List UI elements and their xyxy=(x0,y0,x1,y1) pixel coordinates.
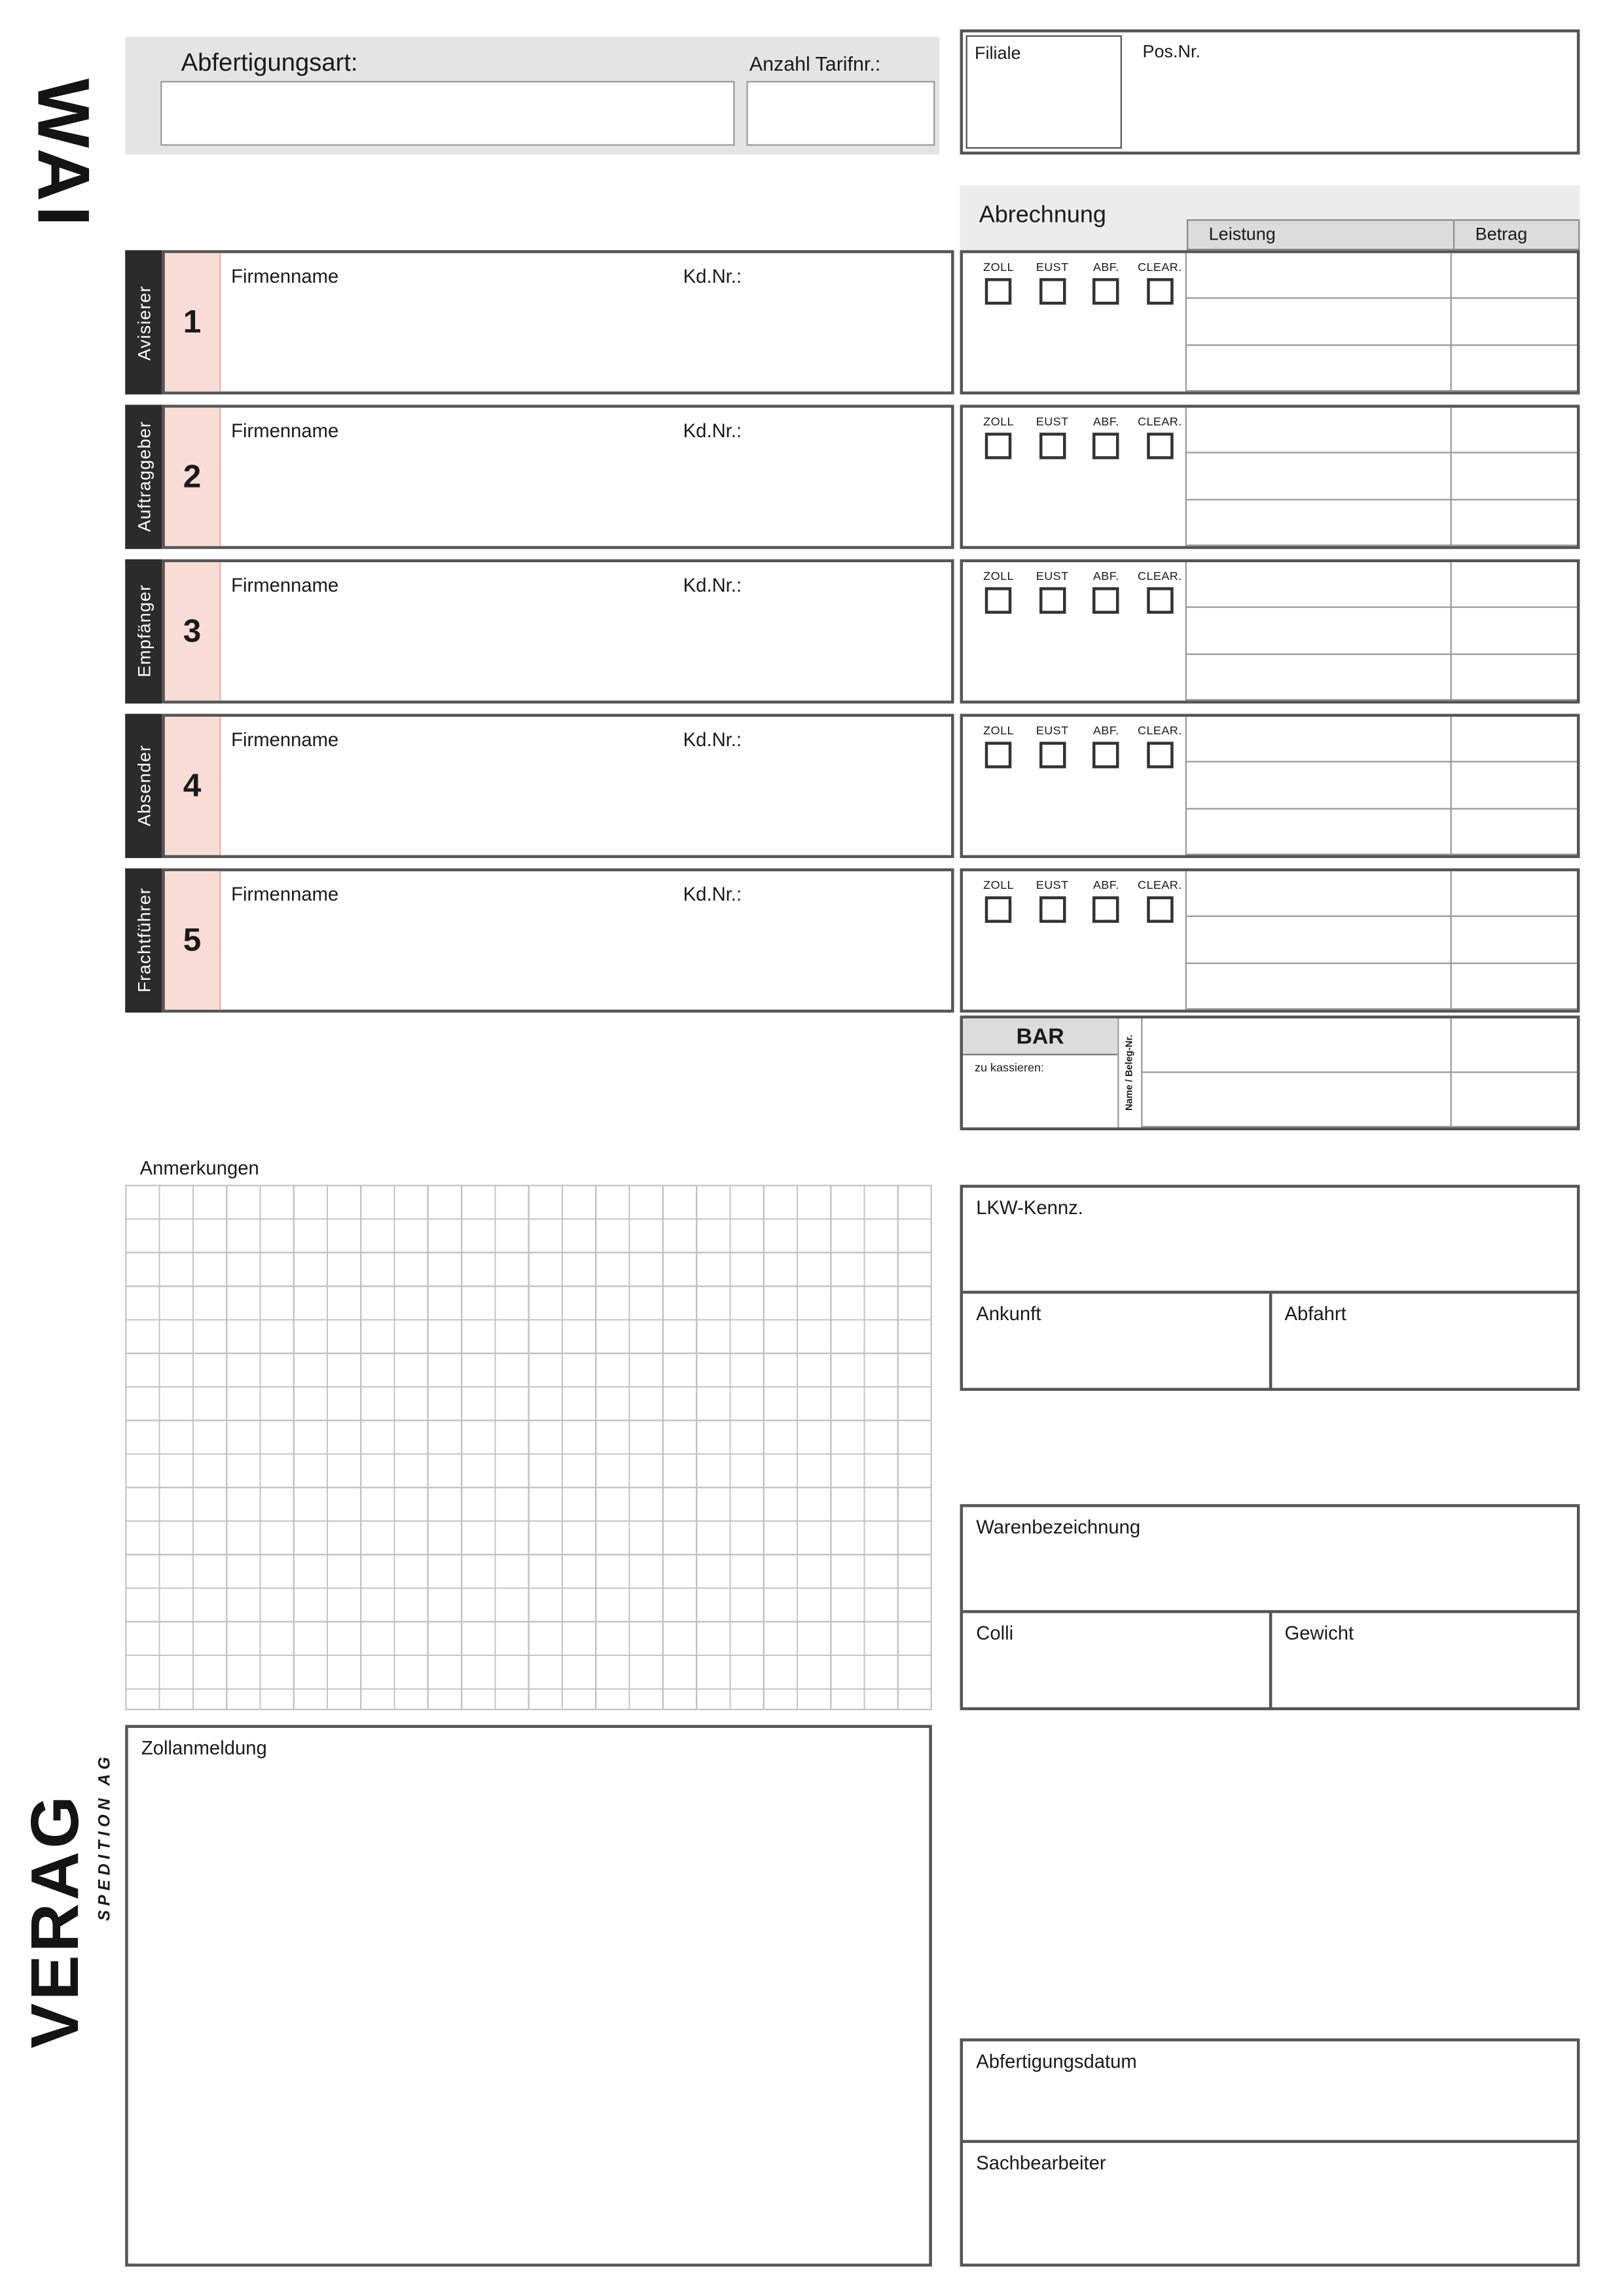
party-number-band xyxy=(165,871,221,1009)
checkbox-zone xyxy=(963,253,1187,391)
clear-label: CLEAR. xyxy=(1138,569,1182,583)
role-label: Avisierer xyxy=(133,285,154,360)
role-strip-auftraggeber xyxy=(125,404,162,548)
betrag-column-header: Betrag xyxy=(1454,219,1579,250)
entry-row[interactable] xyxy=(1187,655,1577,700)
warenbezeichnung-label: Warenbezeichnung xyxy=(976,1516,1141,1538)
zoll-checkbox[interactable] xyxy=(985,587,1011,613)
party-row-empfaenger xyxy=(125,560,1579,704)
eust-label: EUST xyxy=(1036,260,1069,274)
colli-gewicht-row xyxy=(963,1610,1577,1707)
lkw-kennz-box[interactable] xyxy=(960,1185,1580,1391)
kd-nr-label: Kd.Nr.: xyxy=(683,264,742,287)
party-field-box[interactable] xyxy=(162,560,954,704)
filiale-field[interactable] xyxy=(966,35,1122,149)
clear-checkbox[interactable] xyxy=(1147,587,1173,613)
abfertigungsart-field[interactable] xyxy=(160,81,734,146)
lkw-kennz-label: LKW-Kennz. xyxy=(976,1196,1083,1219)
eust-label: EUST xyxy=(1036,569,1069,583)
anzahl-tarifnr-label: Anzahl Tarifnr.: xyxy=(749,52,881,75)
clear-label: CLEAR. xyxy=(1138,260,1182,274)
bar-section xyxy=(960,1016,1580,1130)
ankunft-field[interactable] xyxy=(963,1294,1271,1388)
party-field-box[interactable] xyxy=(162,250,954,394)
zoll-label: ZOLL xyxy=(983,878,1014,892)
betrag-divider xyxy=(1451,1018,1452,1127)
leistung-betrag-grid xyxy=(1187,408,1577,546)
eust-label: EUST xyxy=(1036,878,1069,892)
zollanmeldung-label: Zollanmeldung xyxy=(141,1736,267,1759)
abrechnung-row-box xyxy=(960,714,1580,858)
leistung-betrag-grid xyxy=(1187,253,1577,391)
entry-row[interactable] xyxy=(1187,963,1577,1009)
filiale-posnr-box xyxy=(960,29,1580,154)
ankunft-label: Ankunft xyxy=(976,1302,1041,1325)
entry-row[interactable] xyxy=(1187,346,1577,391)
party-row-absender xyxy=(125,714,1579,858)
party-row-avisierer xyxy=(125,250,1579,394)
eust-label: EUST xyxy=(1036,415,1069,429)
entry-row[interactable] xyxy=(1187,608,1577,654)
entry-row[interactable] xyxy=(1187,408,1577,454)
colli-field[interactable] xyxy=(963,1613,1271,1708)
bar-left-cell xyxy=(963,1018,1119,1127)
betrag-divider xyxy=(1451,871,1452,1009)
bar-entry-grid xyxy=(1142,1018,1577,1127)
firmenname-label: Firmenname xyxy=(231,728,339,751)
abf-checkbox[interactable] xyxy=(1093,896,1119,922)
abfahrt-label: Abfahrt xyxy=(1284,1302,1346,1325)
pos-nr-field[interactable] xyxy=(1125,62,1574,149)
party-field-box[interactable] xyxy=(162,714,954,858)
checkbox-zone xyxy=(963,717,1187,855)
name-beleg-label: Name / Beleg-Nr. xyxy=(1125,1035,1136,1111)
name-beleg-cell xyxy=(1119,1018,1142,1127)
entry-row[interactable] xyxy=(1187,763,1577,809)
zoll-label: ZOLL xyxy=(983,415,1014,429)
leistung-column-header: Leistung xyxy=(1187,219,1454,250)
firmenname-label: Firmenname xyxy=(231,573,339,596)
party-number: 3 xyxy=(183,612,202,649)
betrag-divider xyxy=(1451,717,1452,855)
anmerkungen-grid-field[interactable] xyxy=(125,1185,932,1710)
party-field-box[interactable] xyxy=(162,869,954,1013)
entry-row[interactable] xyxy=(1187,871,1577,917)
party-number: 4 xyxy=(183,766,202,804)
gewicht-field[interactable] xyxy=(1271,1613,1577,1708)
kd-nr-label: Kd.Nr.: xyxy=(683,573,742,596)
abf-checkbox[interactable] xyxy=(1093,278,1119,304)
clear-label: CLEAR. xyxy=(1138,878,1182,892)
abrechnung-row-box xyxy=(960,404,1580,548)
entry-row[interactable] xyxy=(1187,809,1577,855)
eust-checkbox[interactable] xyxy=(1039,278,1065,304)
abf-label: ABF. xyxy=(1092,878,1119,892)
eust-checkbox[interactable] xyxy=(1039,587,1065,613)
party-row-frachtfuehrer xyxy=(125,869,1579,1013)
leistung-betrag-grid xyxy=(1187,562,1577,700)
party-row-auftraggeber xyxy=(125,404,1579,548)
clear-checkbox[interactable] xyxy=(1147,433,1173,459)
verag-spedition-ag-label: SPEDITION AG xyxy=(96,1752,115,1922)
party-number-band xyxy=(165,562,221,700)
entry-row[interactable] xyxy=(1187,500,1577,546)
clear-label: CLEAR. xyxy=(1138,415,1182,429)
pos-nr-label: Pos.Nr. xyxy=(1142,41,1200,62)
entry-row[interactable] xyxy=(1187,562,1577,608)
role-label: Empfänger xyxy=(133,584,154,678)
abf-checkbox[interactable] xyxy=(1093,433,1119,459)
checkbox-zone xyxy=(963,408,1187,546)
abf-checkbox[interactable] xyxy=(1093,742,1119,768)
entry-row[interactable] xyxy=(1142,1018,1577,1073)
warenbezeichnung-box[interactable] xyxy=(960,1504,1580,1710)
checkbox-zone xyxy=(963,562,1187,700)
anmerkungen-label: Anmerkungen xyxy=(139,1157,259,1179)
abfahrt-field[interactable] xyxy=(1271,1294,1577,1388)
entry-row[interactable] xyxy=(1187,299,1577,345)
zu-kassieren-field[interactable] xyxy=(963,1075,1117,1128)
party-number-band xyxy=(165,408,221,546)
firmenname-label: Firmenname xyxy=(231,883,339,905)
zoll-label: ZOLL xyxy=(983,260,1014,274)
eust-checkbox[interactable] xyxy=(1039,896,1065,922)
party-number: 1 xyxy=(183,303,202,340)
party-number-band xyxy=(165,253,221,391)
abfertigungsart-label: Abfertigungsart: xyxy=(181,48,358,77)
abfertigungsdatum-field[interactable] xyxy=(960,2038,1580,2143)
abrechnung-row-box xyxy=(960,869,1580,1013)
kd-nr-label: Kd.Nr.: xyxy=(683,728,742,751)
leistung-betrag-grid xyxy=(1187,871,1577,1009)
wai-logo: WAI xyxy=(22,78,105,231)
kd-nr-label: Kd.Nr.: xyxy=(683,419,742,442)
role-strip-empfaenger xyxy=(125,560,162,704)
role-strip-frachtfuehrer xyxy=(125,869,162,1013)
filiale-label: Filiale xyxy=(975,43,1021,63)
clear-checkbox[interactable] xyxy=(1147,278,1173,304)
firmenname-label: Firmenname xyxy=(231,419,339,442)
abf-checkbox[interactable] xyxy=(1093,587,1119,613)
abf-label: ABF. xyxy=(1092,569,1119,583)
zoll-checkbox[interactable] xyxy=(985,433,1011,459)
zu-kassieren-label: zu kassieren: xyxy=(975,1061,1045,1075)
entry-row[interactable] xyxy=(1187,717,1577,762)
zoll-checkbox[interactable] xyxy=(985,742,1011,768)
abrechnung-header xyxy=(960,185,1580,250)
leistung-betrag-grid xyxy=(1187,717,1577,855)
entry-row[interactable] xyxy=(1187,454,1577,499)
clear-checkbox[interactable] xyxy=(1147,896,1173,922)
eust-checkbox[interactable] xyxy=(1039,433,1065,459)
betrag-divider xyxy=(1451,562,1452,700)
entry-row[interactable] xyxy=(1187,253,1577,299)
sachbearbeiter-field[interactable] xyxy=(960,2140,1580,2267)
zoll-checkbox[interactable] xyxy=(985,278,1011,304)
entry-row[interactable] xyxy=(1142,1073,1577,1127)
abfertigungsart-section xyxy=(125,37,939,154)
betrag-divider xyxy=(1451,408,1452,546)
sachbearbeiter-label: Sachbearbeiter xyxy=(976,2151,1106,2174)
betrag-divider xyxy=(1451,253,1452,391)
abfertigungsdatum-label: Abfertigungsdatum xyxy=(976,2050,1137,2073)
role-label: Auftraggeber xyxy=(133,421,154,533)
abrechnung-row-box xyxy=(960,250,1580,394)
clear-label: CLEAR. xyxy=(1138,724,1182,738)
role-strip-avisierer xyxy=(125,250,162,394)
party-field-box[interactable] xyxy=(162,404,954,548)
zoll-label: ZOLL xyxy=(983,569,1014,583)
colli-label: Colli xyxy=(976,1622,1014,1644)
abf-label: ABF. xyxy=(1092,724,1119,738)
abf-label: ABF. xyxy=(1092,260,1119,274)
kd-nr-label: Kd.Nr.: xyxy=(683,883,742,905)
entry-row[interactable] xyxy=(1187,918,1577,963)
abrechnung-column-headers xyxy=(1187,219,1580,250)
anzahl-tarifnr-field[interactable] xyxy=(746,81,935,146)
eust-label: EUST xyxy=(1036,724,1069,738)
zoll-checkbox[interactable] xyxy=(985,896,1011,922)
role-label: Absender xyxy=(133,745,154,827)
abf-label: ABF. xyxy=(1092,415,1119,429)
zoll-label: ZOLL xyxy=(983,724,1014,738)
ankunft-abfahrt-row xyxy=(963,1291,1577,1388)
abrechnung-title: Abrechnung xyxy=(979,203,1106,228)
party-number-band xyxy=(165,717,221,855)
zollanmeldung-field[interactable] xyxy=(125,1725,932,2267)
firmenname-label: Firmenname xyxy=(231,264,339,287)
abrechnung-row-box xyxy=(960,560,1580,704)
party-number: 5 xyxy=(183,921,202,958)
bar-title: BAR xyxy=(963,1018,1117,1055)
eust-checkbox[interactable] xyxy=(1039,742,1065,768)
gewicht-label: Gewicht xyxy=(1284,1622,1354,1644)
role-label: Frachtführer xyxy=(133,888,154,994)
checkbox-zone xyxy=(963,871,1187,1009)
role-strip-absender xyxy=(125,714,162,858)
clear-checkbox[interactable] xyxy=(1147,742,1173,768)
party-number: 2 xyxy=(183,457,202,495)
verag-logo: VERAG xyxy=(16,1793,93,2049)
